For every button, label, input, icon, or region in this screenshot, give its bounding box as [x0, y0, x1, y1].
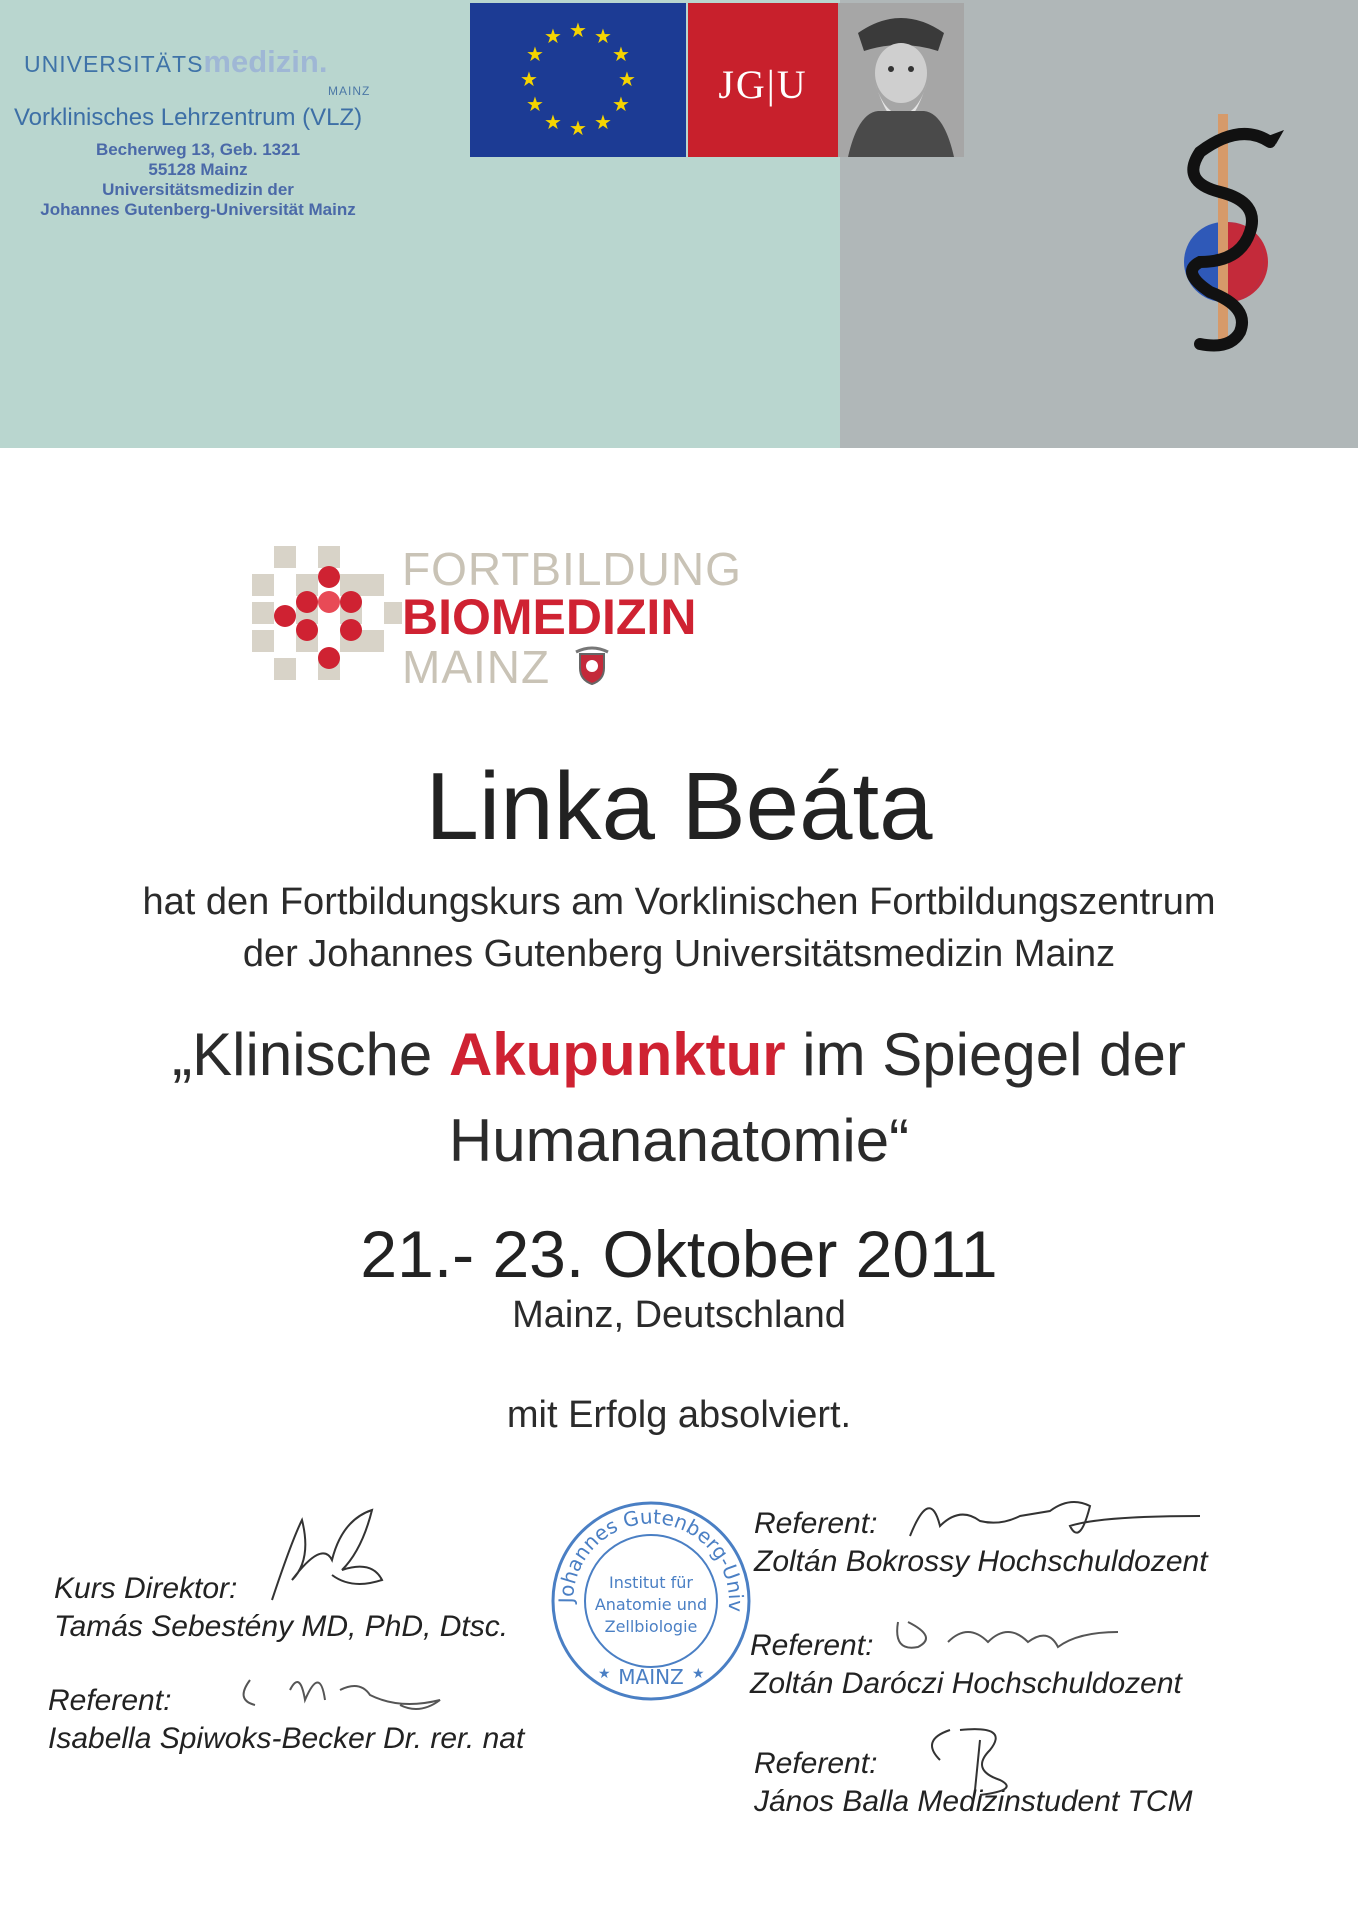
signature-bokrossy — [900, 1486, 1220, 1556]
signatory-role: Referent: — [754, 1507, 878, 1540]
university-logo-part1: UNIVERSITÄTS — [24, 51, 204, 77]
signature-daroczi — [888, 1612, 1128, 1668]
signatory-name: Zoltán Bokrossy Hochschuldozent — [754, 1545, 1208, 1578]
svg-text:★: ★ — [594, 110, 612, 134]
course-highlight: Akupunktur — [448, 1021, 786, 1088]
course-prefix: „Klinische — [172, 1021, 449, 1088]
signatory-role: Referent: — [750, 1629, 874, 1662]
stamp-bottom-text: MAINZ — [618, 1665, 684, 1689]
mainz-crest-icon — [572, 646, 612, 686]
svg-text:★: ★ — [618, 67, 636, 91]
intro-text — [0, 876, 1358, 980]
svg-text:★: ★ — [612, 42, 630, 66]
course-dates: 21.- 23. Oktober 2011 — [360, 1217, 998, 1291]
stamp-center-line: Anatomie und — [594, 1595, 708, 1614]
stamp-center-line: Institut für — [608, 1573, 694, 1592]
jgu-logo — [688, 3, 838, 157]
stamp-center-line: Zellbiologie — [604, 1617, 698, 1636]
signatory-role: Referent: — [48, 1684, 172, 1717]
stamp-star-icon: ★ — [598, 1665, 611, 1681]
svg-text:★: ★ — [612, 92, 630, 116]
course-title-line1 — [0, 1012, 1358, 1098]
gutenberg-portrait-icon — [838, 3, 964, 157]
vlz-title: Vorklinisches Lehrzentrum (VLZ) — [14, 104, 363, 131]
fortbildung-checker-icon — [252, 546, 402, 686]
svg-text:★: ★ — [544, 24, 562, 48]
jgu-logo-text: JG|U — [718, 62, 808, 107]
university-logo-part2: medizin. — [203, 44, 328, 79]
signatory-name: Isabella Spiwoks-Becker Dr. rer. nat — [48, 1722, 525, 1755]
signature-sebesteny — [262, 1500, 402, 1610]
eu-flag-icon — [470, 3, 686, 157]
fortbildung-title-line2: BIOMEDIZIN — [402, 589, 697, 645]
intro-line: der Johannes Gutenberg Universitätsmedizin Mainz — [242, 933, 1116, 975]
svg-text:★: ★ — [520, 67, 538, 91]
stamp-ring-text: Johannes Gutenberg-Univ — [553, 1504, 749, 1613]
signatory-name: Zoltán Daróczi Hochschuldozent — [750, 1667, 1182, 1700]
course-title — [0, 1012, 1358, 1184]
completion-text: mit Erfolg absolviert. — [506, 1394, 852, 1436]
university-logo — [24, 44, 394, 80]
signatory-role: Referent: — [754, 1747, 878, 1780]
signature-balla — [920, 1720, 1030, 1800]
intro-line: hat den Fortbildungskurs am Vorklinischen Fortbildungszentrum — [142, 881, 1216, 923]
course-suffix: im Spiegel der — [785, 1021, 1186, 1088]
recipient-name: Linka Beáta — [425, 753, 933, 860]
aesculapian-staff-icon — [1180, 112, 1300, 352]
signatory-name: Tamás Sebestény MD, PhD, Dtsc. — [54, 1610, 509, 1643]
institute-stamp — [546, 1496, 756, 1706]
svg-text:★: ★ — [569, 18, 587, 42]
course-place: Mainz, Deutschland — [512, 1294, 846, 1336]
address-line: 55128 Mainz — [148, 160, 248, 179]
svg-text:★: ★ — [544, 110, 562, 134]
stamp-star-icon: ★ — [692, 1665, 705, 1681]
svg-text:★: ★ — [569, 116, 587, 140]
fortbildung-title-line1: FORTBILDUNG — [402, 543, 742, 595]
svg-text:★: ★ — [526, 92, 544, 116]
svg-text:★: ★ — [526, 42, 544, 66]
signatory-name: János Balla Medizinstudent TCM — [754, 1785, 1193, 1818]
svg-text:★: ★ — [594, 24, 612, 48]
address-line: Becherweg 13, Geb. 1321 — [95, 140, 301, 159]
address-block — [0, 140, 396, 220]
address-line: Universitätsmedizin der — [102, 180, 294, 199]
university-logo-city: MAINZ — [328, 84, 371, 98]
course-title-line2: Humananatomie“ — [448, 1107, 910, 1174]
signatory-role: Kurs Direktor: — [54, 1572, 238, 1605]
signature-spiwoks — [230, 1660, 460, 1720]
address-line: Johannes Gutenberg-Universität Mainz — [40, 200, 356, 219]
fortbildung-title-line3: MAINZ — [402, 641, 551, 693]
